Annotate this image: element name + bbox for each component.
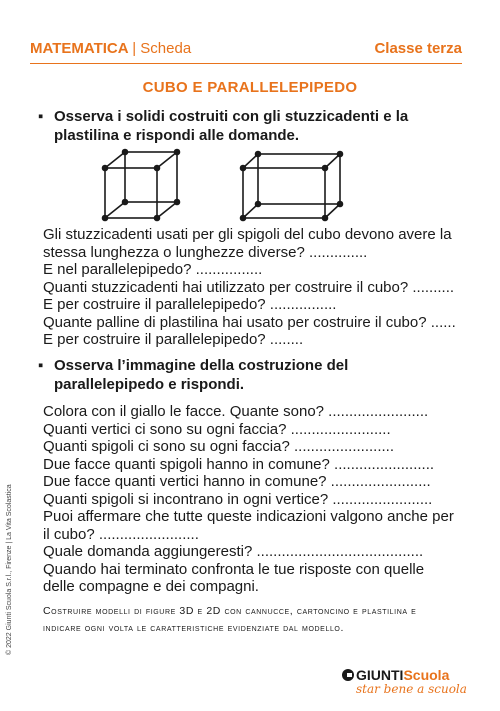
question-line: Quando hai terminato confronta le tue risposte con quelle xyxy=(43,560,425,578)
question-line: E per costruire il parallelepipedo? ................ xyxy=(43,296,337,313)
page-title: CUBO E PARALLELEPIPEDO xyxy=(142,79,358,96)
learning-objective-note: Costruire modelli di figure 3D e 2D con cannucce, cartoncino e plastilina e indicare ogni volta le caratteristiche evidenziate dal modello. xyxy=(43,605,417,634)
solids-illustration xyxy=(95,146,355,226)
question-line: Due facce quanti vertici hanno in comune? ........................ xyxy=(43,473,431,490)
giunti-scuola-logo xyxy=(342,667,467,696)
class-label: Classe terza xyxy=(374,40,462,57)
copyright-notice: © 2022 Giunti Scuola S.r.l., Firenze | La Vita Scolastica xyxy=(6,484,13,655)
question-line: il cubo? ........................ xyxy=(43,525,199,543)
question-line: Quanti spigoli si incontrano in ogni vertice? ........................ xyxy=(43,490,433,508)
logo-tagline: star bene a scuola xyxy=(356,682,467,696)
question-line: stessa lunghezza o lunghezze diverse? .............. xyxy=(43,243,368,261)
parallelepiped-drawing xyxy=(241,152,343,221)
question-line: Quanti vertici ci sono su ogni faccia? ........................ xyxy=(43,420,391,438)
question-line: Quale domanda aggiungeresti? ........................................ xyxy=(43,543,424,560)
question-line: Quanti stuzzicadenti hai utilizzato per costruire il cubo? .......... xyxy=(43,278,455,296)
header-divider xyxy=(30,63,462,64)
question-line: Gli stuzzicadenti usati per gli spigoli del cubo devono avere la xyxy=(43,226,452,243)
instruction-1 xyxy=(38,107,458,145)
question-line: delle compagne e dei compagni. xyxy=(43,578,259,595)
page-header xyxy=(30,40,462,60)
instruction-2-text: Osserva l’immagine della costruzione del parallelepipedo e rispondi. xyxy=(54,357,349,393)
header-left xyxy=(30,40,191,57)
questions-block-1 xyxy=(43,226,463,349)
question-line: E nel parallelepipedo? ................ xyxy=(43,261,263,278)
subject-label: MATEMATICA xyxy=(30,40,129,57)
instruction-1-text: Osserva i solidi costruiti con gli stuzzicadenti e la plastilina e rispondi alle domande. xyxy=(54,108,409,144)
question-line: Quante palline di plastilina hai usato per costruire il cubo? ...... xyxy=(43,313,456,331)
logo-brand-b: Scuola xyxy=(403,667,450,683)
question-line: Due facce quanti spigoli hanno in comune? ........................ xyxy=(43,455,435,473)
question-line: E per costruire il parallelepipedo? ........ xyxy=(43,331,304,348)
question-line: Quanti spigoli ci sono su ogni faccia? ........................ xyxy=(43,438,394,455)
cube-drawing xyxy=(103,150,180,221)
logo-brand-a: GIUNTI xyxy=(356,667,404,683)
question-line: Colora con il giallo le facce. Quante sono? ........................ xyxy=(43,403,429,420)
header-separator: | xyxy=(132,40,137,57)
instruction-2 xyxy=(38,356,458,394)
giunti-logo-icon xyxy=(342,669,354,681)
sheet-type-label: Scheda xyxy=(140,40,192,57)
logo-brand xyxy=(342,667,462,683)
questions-block-2 xyxy=(43,403,463,596)
question-line: Puoi affermare che tutte queste indicazioni valgono anche per xyxy=(43,508,454,525)
bullet-icon: ▪ xyxy=(38,108,44,125)
bullet-icon: ▪ xyxy=(38,357,44,374)
